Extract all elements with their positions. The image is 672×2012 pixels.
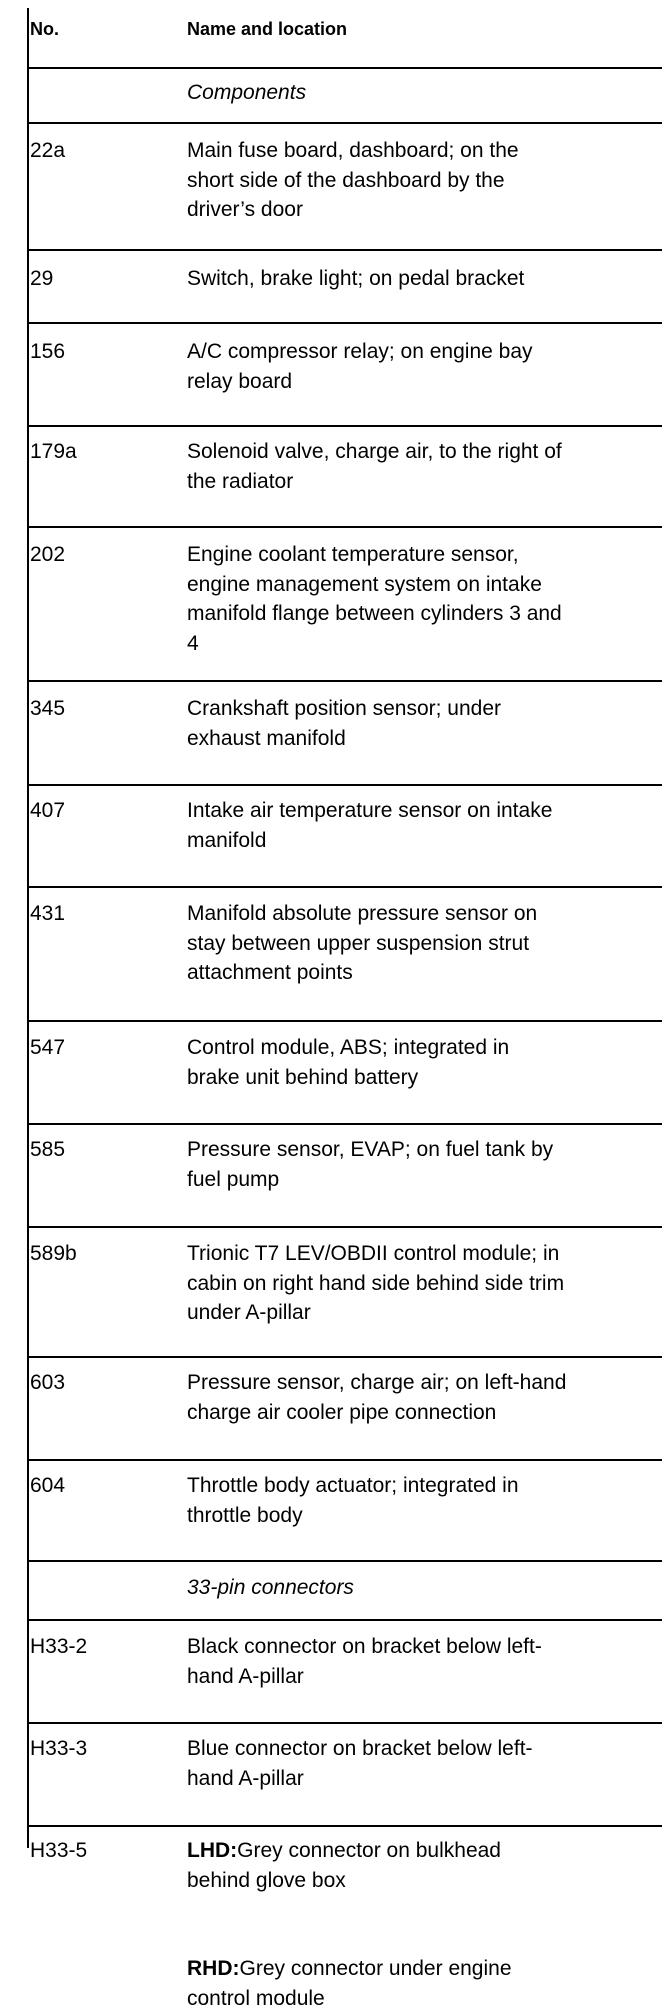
part-description-line: hand A-pillar <box>187 1664 304 1688</box>
row-divider <box>28 1356 662 1358</box>
part-description-line: Throttle body actuator; integrated in <box>187 1474 519 1497</box>
part-number: 156 <box>30 340 66 363</box>
part-description-line: charge air cooler pipe connection <box>187 1400 497 1424</box>
part-description-line: A/C compressor relay; on engine bay <box>187 340 533 363</box>
part-description-line: under A-pillar <box>187 1301 311 1324</box>
part-number: 604 <box>30 1474 66 1497</box>
column-header-name: Name and location <box>187 19 348 39</box>
left-border-line <box>27 8 29 1848</box>
part-description-line: Solenoid valve, charge air, to the right of <box>187 440 562 463</box>
part-description-line: manifold <box>187 828 267 852</box>
part-description-line: 4 <box>187 631 199 655</box>
row-divider <box>28 1226 662 1228</box>
part-description-line: Switch, brake light; on pedal bracket <box>187 267 525 290</box>
part-number: H33-5 <box>30 1839 88 1862</box>
part-number: 345 <box>30 697 66 720</box>
drive-side-label: RHD: <box>187 1957 240 1980</box>
row-divider <box>28 886 662 888</box>
part-number: 202 <box>30 543 66 566</box>
part-description-line: relay board <box>187 369 293 393</box>
row-divider <box>28 1020 662 1022</box>
part-description-text: Grey connector under engine <box>239 1957 512 1980</box>
part-description-line: Engine coolant temperature sensor, <box>187 543 519 566</box>
part-description-line: Pressure sensor, charge air; on left-hand <box>187 1371 567 1394</box>
row-divider <box>28 1123 662 1125</box>
part-description-line: driver’s door <box>187 198 303 221</box>
row-divider <box>28 526 662 528</box>
drive-side-label: LHD: <box>187 1839 238 1862</box>
part-number: 179a <box>30 440 77 463</box>
part-description-line: the radiator <box>187 469 294 493</box>
part-description-line: throttle body <box>187 1503 303 1527</box>
part-number: 589b <box>30 1242 77 1265</box>
part-description-line: Trionic T7 LEV/OBDII control module; in <box>187 1242 560 1265</box>
part-description-line: Main fuse board, dashboard; on the <box>187 139 519 162</box>
part-description-line: Pressure sensor, EVAP; on fuel tank by <box>187 1138 554 1161</box>
part-description-line: attachment points <box>187 961 353 984</box>
part-description-line: short side of the dashboard by the <box>187 168 505 192</box>
part-description-line: Crankshaft position sensor; under <box>187 697 502 720</box>
row-divider <box>28 1825 662 1827</box>
part-description-line: Control module, ABS; integrated in <box>187 1036 510 1059</box>
part-number: 22a <box>30 139 66 162</box>
part-number: H33-2 <box>30 1635 88 1658</box>
part-number: 431 <box>30 902 66 925</box>
part-description-line: hand A-pillar <box>187 1766 304 1790</box>
row-divider <box>28 1459 662 1461</box>
row-divider <box>28 1722 662 1724</box>
row-divider <box>28 784 662 786</box>
header-divider <box>28 67 662 69</box>
part-description-line: behind glove box <box>187 1868 346 1892</box>
part-number: 585 <box>30 1138 66 1161</box>
row-divider <box>28 425 662 427</box>
part-description-line: engine management system on intake <box>187 572 542 596</box>
part-description-line <box>187 1956 512 1982</box>
part-description-line: exhaust manifold <box>187 726 346 750</box>
part-description-line: Blue connector on bracket below left- <box>187 1737 533 1760</box>
part-description-line: control module <box>187 1986 325 2010</box>
part-description-line: brake unit behind battery <box>187 1065 419 1089</box>
part-description-line: fuel pump <box>187 1167 280 1191</box>
part-description-line: Black connector on bracket below left- <box>187 1635 542 1658</box>
row-divider <box>28 1560 662 1562</box>
column-header-no: No. <box>30 19 59 39</box>
part-description-line: manifold flange between cylinders 3 and <box>187 602 562 625</box>
row-divider <box>28 322 662 324</box>
part-description-line: stay between upper suspension strut <box>187 931 530 955</box>
part-description-line: Manifold absolute pressure sensor on <box>187 902 538 925</box>
part-description-line: cabin on right hand side behind side trim <box>187 1271 565 1295</box>
part-description-text: Grey connector on bulkhead <box>237 1839 501 1862</box>
part-number: H33-3 <box>30 1737 88 1760</box>
part-description-line: Intake air temperature sensor on intake <box>187 799 553 822</box>
section-heading: Components <box>187 81 307 104</box>
part-description-line <box>187 1838 501 1864</box>
part-number: 547 <box>30 1036 66 1059</box>
row-divider <box>28 122 662 124</box>
part-number: 29 <box>30 267 54 290</box>
row-divider <box>28 680 662 682</box>
row-divider <box>28 1619 662 1621</box>
section-heading: 33-pin connectors <box>187 1576 354 1599</box>
row-divider <box>28 249 662 251</box>
part-number: 603 <box>30 1371 66 1394</box>
part-number: 407 <box>30 799 66 822</box>
